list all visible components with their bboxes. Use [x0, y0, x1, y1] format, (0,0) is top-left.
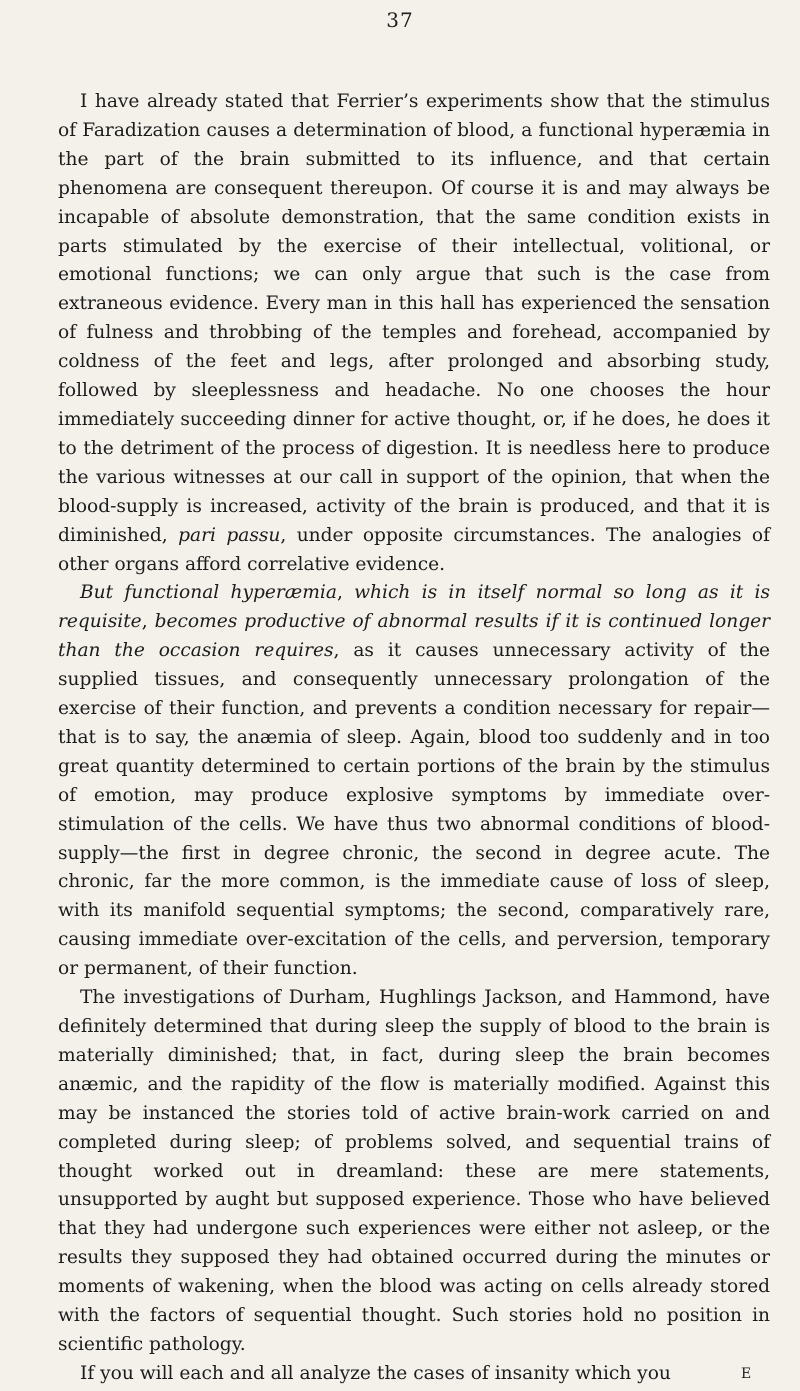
text-run: , as it causes unnecessary activity of the supplied tissues, and consequently unnecessary prolongation of the exercise of their function, and prevents a condition necessary for repair—that is to say, the anæmia of sleep. Again, blood too suddenly and in too great quantity determined to certain portions of the brain by the stimulus of emotion, may produce explosive symptoms by immediate over-stimulation of the cells. We have thus two abnormal conditions of blood-supply—the first in degree chronic, the second in degree acute. The chronic, far the more common, is the immediate cause of loss of sleep, with its manifold sequential symptoms; the second, comparatively rare, causing immediate over-excitation of the cells, and perversion, temporary or permanent, of their function.	[58, 640, 770, 980]
italic-text: becomes productive of abnormal results if it is continued longer than the occasion requires	[58, 611, 771, 662]
paragraph	[58, 579, 770, 984]
page-number: 37	[386, 8, 414, 32]
text-run: ,	[141, 611, 155, 633]
body-text	[58, 88, 770, 1389]
text-run: If you will each and all analyze the cases of insanity which you	[80, 1362, 671, 1384]
italic-text: pari passu	[178, 524, 281, 546]
paragraph	[58, 984, 770, 1360]
text-run: The investigations of Durham, Hughlings Jackson, and Hammond, have definitely determined that during sleep the supply of blood to the brain is materially diminished; that, in fact, during sleep the brain becomes anæmic, and the rapidity of the flow is materially modified. Against this may be instanced the stories told of active brain-work carried on and completed during sleep; of problems solved, and sequential trains of thought worked out in dreamland: these are mere statements, unsupported by aught but supposed experience. Those who have believed that they had undergone such experiences were either not asleep, or the results they supposed they had obtained occurred during the minutes or moments of wakening, when the blood was acting on cells already stored with the factors of sequential thought. Such stories hold no position in scientific pathology.	[58, 987, 770, 1355]
text-run: , under opposite circumstances. The analogies of other organs afford correlative evidence.	[58, 524, 770, 575]
italic-text: which is in itself normal so long as it is requisite	[58, 582, 770, 633]
text-run: ,	[336, 582, 355, 604]
text-run: I have already stated that Ferrier’s experiments show that the stimulus of Faradization causes a determination of blood, a functional hyperæmia in the part of the brain submitted to its influence, and that certain phenomena are consequent thereupon. Of course it is and may always be incapable of absolute demonstration, that the same condition exists in parts stimulated by the exercise of their intellectual, volitional, or emotional functions; we can only argue that such is the case from extraneous evidence. Every man in this hall has experienced the sensation of fulness and throbbing of the temples and forehead, accompanied by coldness of the feet and legs, after prolonged and absorbing study, followed by sleeplessness and headache. No one chooses the hour immediately succeeding dinner for active thought, or, if he does, he does it to the detriment of the process of digestion. It is needless here to produce the various witnesses at our call in support of the opinion, that when the blood-supply is increased, activity of the brain is produced, and that it is diminished,	[58, 91, 770, 546]
paragraph	[58, 1360, 770, 1389]
italic-text: But functional hyperæmia	[80, 582, 337, 604]
signature-mark: E	[741, 1366, 752, 1382]
paragraph	[58, 88, 770, 579]
